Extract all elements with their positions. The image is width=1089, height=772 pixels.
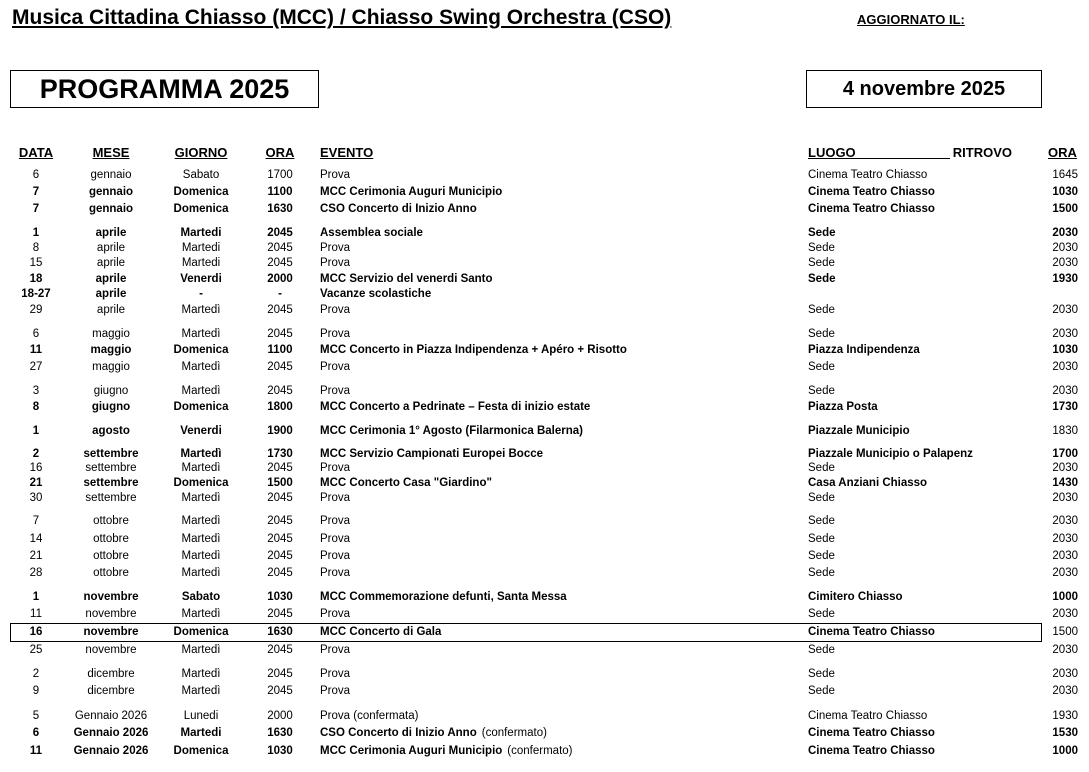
cell-data: 25 [29, 644, 43, 656]
cell-evento: MCC Concerto di Gala [320, 626, 442, 638]
cell-giorno: Martedì [181, 550, 221, 562]
cell-ora: 1030 [267, 745, 293, 757]
cell-ora2: 2030 [1052, 227, 1078, 239]
cell-evento: CSO Concerto di Inizio Anno [320, 203, 477, 215]
cell-evento: MCC Servizio del venerdi Santo [320, 273, 493, 285]
cell-data: 6 [32, 727, 40, 739]
cell-mese: ottobre [93, 567, 129, 579]
cell-ora2: 1530 [1052, 727, 1078, 739]
table-row [0, 461, 1089, 476]
cell-data: 21 [29, 550, 43, 562]
cell-luogo: Sede [808, 567, 835, 579]
cell-luogo: Cinema Teatro Chiasso [808, 203, 935, 215]
cell-giorno: Martedì [181, 668, 221, 680]
cell-luogo: Sede [808, 644, 835, 656]
cell-evento: Prova [320, 644, 351, 656]
cell-giorno: Martedì [181, 567, 221, 579]
cell-giorno: Domenica [173, 203, 229, 215]
cell-data: 3 [32, 385, 40, 397]
cell-ora: 2000 [267, 710, 293, 722]
cell-evento: Prova (confermata) [320, 710, 419, 722]
cell-mese: aprile [95, 273, 127, 285]
table-row [0, 625, 1089, 640]
cell-ora: 2045 [267, 385, 293, 397]
cell-giorno: Lunedi [183, 710, 219, 722]
cell-mese: ottobre [93, 550, 129, 562]
cell-ora2: 1500 [1052, 626, 1078, 638]
cell-mese: novembre [85, 608, 137, 620]
updated-date: 4 novembre 2025 [806, 70, 1042, 108]
cell-mese: Gennaio 2026 [73, 745, 149, 757]
cell-ora2: 2030 [1052, 533, 1078, 545]
cell-luogo: Casa Anziani Chiasso [808, 477, 928, 489]
cell-luogo: Piazza Indipendenza [808, 344, 920, 356]
cell-giorno: Domenica [173, 186, 229, 198]
cell-ora2: 2030 [1052, 685, 1078, 697]
table-row [0, 272, 1089, 287]
cell-ora2: 2030 [1052, 385, 1078, 397]
cell-data: 11 [30, 608, 42, 620]
cell-ora: 2000 [267, 273, 293, 285]
table-row [0, 549, 1089, 564]
cell-luogo: Cinema Teatro Chiasso [808, 710, 928, 722]
cell-mese: aprile [96, 257, 126, 269]
cell-data: 8 [32, 242, 40, 254]
cell-giorno: Martedì [181, 644, 221, 656]
cell-ora: 1630 [267, 203, 293, 215]
cell-ora: 1800 [267, 401, 293, 413]
cell-giorno: Martedì [181, 685, 221, 697]
cell-evento: Prova [320, 608, 351, 620]
cell-mese: maggio [90, 344, 132, 356]
cell-mese: giugno [91, 401, 131, 413]
cell-luogo: Sede [808, 242, 835, 254]
cell-ora: 1100 [267, 186, 293, 198]
cell-luogo: Sede [808, 257, 835, 269]
cell-mese: aprile [95, 288, 127, 300]
table-row [0, 590, 1089, 605]
table-row [0, 226, 1089, 241]
cell-ora: 2045 [267, 257, 293, 269]
col-header-luogo-label: LUOGO [808, 145, 856, 160]
cell-evento: MCC Cerimonia Auguri Municipio [320, 186, 503, 198]
cell-evento: Prova [320, 685, 351, 697]
cell-data: 16 [29, 462, 43, 474]
cell-data: 30 [29, 492, 43, 504]
cell-ora: 2045 [267, 608, 293, 620]
cell-ora: 1730 [267, 448, 293, 460]
cell-ora2: 1830 [1052, 425, 1078, 437]
cell-ora2: 2030 [1052, 550, 1078, 562]
cell-luogo: Piazza Posta [808, 401, 878, 413]
cell-evento: MCC Commemorazione defunti, Santa Messa [320, 591, 567, 603]
cell-luogo: Cinema Teatro Chiasso [808, 626, 935, 638]
cell-ora: 2045 [267, 533, 293, 545]
cell-ora2: 2030 [1052, 567, 1078, 579]
cell-giorno: Sabato [181, 591, 221, 603]
cell-evento-text: MCC Cerimonia Auguri Municipio [320, 745, 503, 757]
table-row [0, 168, 1089, 183]
programma-title: PROGRAMMA 2025 [10, 70, 319, 108]
cell-ora2: 2030 [1052, 515, 1078, 527]
cell-giorno: Domenica [173, 401, 229, 413]
cell-luogo: Sede [808, 328, 835, 340]
cell-mese: ottobre [93, 515, 129, 527]
cell-giorno: Domenica [173, 344, 229, 356]
cell-data: 1 [32, 591, 40, 603]
cell-evento: Prova [320, 361, 351, 373]
cell-ora2: 2030 [1052, 304, 1078, 316]
cell-mese: gennaio [88, 203, 134, 215]
table-row [0, 303, 1089, 318]
cell-ora2: 2030 [1052, 328, 1078, 340]
table-row [0, 684, 1089, 699]
cell-giorno: Martedì [181, 608, 221, 620]
cell-luogo: Sede [808, 492, 835, 504]
table-row [0, 566, 1089, 581]
updated-label: AGGIORNATO IL: [857, 12, 965, 27]
cell-evento: Prova [320, 567, 351, 579]
cell-giorno: Martedì [181, 385, 221, 397]
cell-luogo: Piazzale Municipio [808, 425, 910, 437]
table-row [0, 447, 1089, 462]
cell-luogo: Sede [808, 462, 835, 474]
cell-ora2: 1000 [1052, 745, 1078, 757]
cell-mese: maggio [92, 328, 130, 340]
cell-data: 7 [32, 186, 40, 198]
cell-giorno: Venerdi [180, 273, 222, 285]
cell-mese: Gennaio 2026 [73, 727, 149, 739]
cell-giorno: Martedì [181, 304, 221, 316]
cell-ora2: 1700 [1052, 448, 1078, 460]
cell-ora: 1630 [267, 626, 293, 638]
cell-luogo: Sede [808, 515, 835, 527]
table-row [0, 514, 1089, 529]
cell-ora2: 1000 [1052, 591, 1078, 603]
cell-evento: MCC Concerto in Piazza Indipendenza + Apéro + Risotto [320, 344, 627, 356]
cell-ora2: 2030 [1052, 608, 1078, 620]
table-row [0, 241, 1089, 256]
col-header-mese: MESE [92, 145, 130, 160]
cell-evento: MCC Concerto Casa "Giardino" [320, 477, 492, 489]
cell-mese: Gennaio 2026 [74, 710, 148, 722]
table-row [0, 400, 1089, 415]
cell-luogo: Piazzale Municipio o Palapenz [808, 448, 973, 460]
cell-giorno: Martedì [181, 361, 221, 373]
cell-luogo: Sede [808, 361, 835, 373]
table-row [0, 532, 1089, 547]
col-header-data: DATA [18, 145, 54, 160]
cell-giorno: Martedi [180, 727, 222, 739]
cell-evento: Prova [320, 242, 351, 254]
cell-evento: Prova [320, 550, 351, 562]
table-row [0, 424, 1089, 439]
table-row [0, 709, 1089, 724]
cell-giorno: Domenica [173, 626, 229, 638]
cell-ora: 2045 [267, 328, 293, 340]
cell-data: 18 [29, 273, 43, 285]
cell-data: 5 [32, 710, 40, 722]
cell-data: 2 [32, 668, 40, 680]
cell-data: 16 [29, 626, 43, 638]
table-row [0, 384, 1089, 399]
cell-giorno: Martedì [181, 492, 221, 504]
cell-luogo: Sede [808, 304, 835, 316]
cell-ora: 1700 [267, 169, 293, 181]
cell-luogo: Sede [808, 385, 835, 397]
cell-ora: 2045 [267, 515, 293, 527]
cell-data: 27 [29, 361, 43, 373]
cell-luogo: Sede [808, 685, 835, 697]
cell-note: (confermato) [481, 727, 547, 739]
col-header-giorno: GIORNO [174, 145, 228, 160]
cell-note: (confermato) [507, 745, 573, 757]
col-header-evento: EVENTO [320, 145, 374, 160]
table-row [0, 667, 1089, 682]
cell-giorno: Sabato [182, 169, 220, 181]
cell-ora2: 1030 [1052, 186, 1078, 198]
cell-luogo: Sede [808, 608, 835, 620]
cell-mese: dicembre [87, 685, 135, 697]
cell-ora: 2045 [267, 227, 293, 239]
cell-evento: MCC Servizio Campionati Europei Bocce [320, 448, 544, 460]
table-row [0, 327, 1089, 342]
cell-evento: MCC Concerto a Pedrinate – Festa di inizio estate [320, 401, 591, 413]
cell-ora2: 2030 [1052, 668, 1078, 680]
table-row [0, 643, 1089, 658]
cell-ora2: 1430 [1052, 477, 1078, 489]
table-row [0, 476, 1089, 491]
cell-mese: settembre [85, 492, 137, 504]
table-row [0, 256, 1089, 271]
cell-giorno: Martedi [180, 227, 222, 239]
table-row [0, 185, 1089, 200]
cell-evento: Assemblea sociale [320, 227, 423, 239]
cell-luogo: Cinema Teatro Chiasso [808, 727, 935, 739]
cell-evento: Vacanze scolastiche [320, 288, 432, 300]
col-header-ritrovo: RITROVO [952, 145, 1012, 160]
cell-mese: settembre [85, 462, 137, 474]
col-header-luogo [808, 145, 1012, 160]
cell-mese: novembre [83, 591, 139, 603]
cell-data: 18-27 [21, 288, 51, 300]
table-row [0, 202, 1089, 217]
cell-data: 6 [32, 328, 40, 340]
cell-mese: agosto [92, 425, 130, 437]
cell-mese: settembre [83, 448, 139, 460]
cell-ora: - [278, 288, 282, 300]
cell-ora2: 1645 [1052, 169, 1078, 181]
cell-evento-text: CSO Concerto di Inizio Anno [320, 727, 477, 739]
cell-mese: aprile [96, 304, 126, 316]
cell-ora2: 1030 [1052, 344, 1078, 356]
cell-data: 7 [32, 203, 40, 215]
cell-mese: aprile [96, 242, 126, 254]
cell-mese: gennaio [90, 169, 132, 181]
cell-data: 11 [29, 344, 43, 356]
cell-giorno: Venerdi [180, 425, 222, 437]
cell-giorno: Martedi [181, 257, 221, 269]
table-row [0, 726, 1089, 741]
cell-ora2: 1930 [1052, 710, 1078, 722]
cell-data: 14 [29, 533, 43, 545]
table-row [0, 343, 1089, 358]
cell-mese: ottobre [93, 533, 129, 545]
cell-mese: settembre [83, 477, 139, 489]
cell-evento: Prova [320, 169, 351, 181]
cell-luogo: Cinema Teatro Chiasso [808, 169, 928, 181]
cell-ora: 1630 [267, 727, 293, 739]
cell-ora2: 2030 [1052, 644, 1078, 656]
cell-ora: 1030 [267, 591, 293, 603]
cell-luogo: Cinema Teatro Chiasso [808, 186, 935, 198]
cell-ora: 2045 [267, 550, 293, 562]
cell-luogo: Sede [808, 273, 836, 285]
cell-data: 11 [29, 745, 43, 757]
cell-data: 2 [32, 448, 40, 460]
cell-evento: Prova [320, 385, 351, 397]
col-header-ora: ORA [265, 145, 295, 160]
cell-ora: 2045 [267, 242, 293, 254]
cell-ora: 2045 [267, 492, 293, 504]
cell-ora: 2045 [267, 567, 293, 579]
cell-ora: 2045 [267, 685, 293, 697]
cell-luogo: Cinema Teatro Chiasso [808, 745, 935, 757]
cell-ora2: 2030 [1052, 492, 1078, 504]
cell-luogo: Sede [808, 227, 836, 239]
cell-evento: Prova [320, 668, 351, 680]
cell-evento: Prova [320, 328, 351, 340]
cell-giorno: Martedì [180, 448, 222, 460]
cell-luogo: Sede [808, 533, 835, 545]
cell-ora: 2045 [267, 668, 293, 680]
cell-mese: dicembre [87, 668, 135, 680]
cell-evento [320, 744, 572, 759]
page-title: Musica Cittadina Chiasso (MCC) / Chiasso Swing Orchestra (CSO) [12, 6, 672, 29]
cell-ora2: 1930 [1052, 273, 1078, 285]
cell-giorno: Martedì [181, 533, 221, 545]
cell-mese: giugno [93, 385, 129, 397]
cell-giorno: Martedì [181, 462, 221, 474]
cell-giorno: Martedì [181, 515, 221, 527]
cell-ora2: 2030 [1052, 257, 1078, 269]
cell-ora: 2045 [267, 462, 293, 474]
col-header-ora2: ORA [1048, 145, 1077, 160]
cell-data: 28 [29, 567, 43, 579]
cell-evento: Prova [320, 462, 351, 474]
table-row [0, 491, 1089, 506]
cell-data: 29 [29, 304, 43, 316]
cell-mese: aprile [95, 227, 127, 239]
cell-giorno: - [199, 288, 203, 300]
cell-giorno: Martedi [181, 242, 221, 254]
cell-data: 21 [29, 477, 43, 489]
cell-luogo: Cimitero Chiasso [808, 591, 903, 603]
cell-evento: Prova [320, 492, 351, 504]
cell-giorno: Martedì [181, 328, 221, 340]
table-row [0, 744, 1089, 759]
cell-data: 15 [29, 257, 43, 269]
cell-ora: 2045 [267, 361, 293, 373]
cell-ora2: 2030 [1052, 462, 1078, 474]
cell-mese: novembre [85, 644, 137, 656]
table-row [0, 287, 1089, 302]
cell-evento: Prova [320, 257, 351, 269]
cell-ora2: 2030 [1052, 361, 1078, 373]
cell-data: 9 [32, 685, 40, 697]
cell-luogo: Sede [808, 668, 835, 680]
cell-mese: maggio [92, 361, 130, 373]
cell-data: 1 [32, 227, 40, 239]
cell-ora: 1900 [267, 425, 293, 437]
cell-luogo: Sede [808, 550, 835, 562]
cell-data: 8 [32, 401, 40, 413]
cell-ora: 2045 [267, 304, 293, 316]
cell-data: 1 [32, 425, 40, 437]
cell-evento [320, 726, 547, 741]
cell-evento: Prova [320, 515, 351, 527]
cell-evento: Prova [320, 533, 351, 545]
cell-ora2: 1730 [1052, 401, 1078, 413]
cell-mese: gennaio [88, 186, 134, 198]
table-row [0, 607, 1089, 622]
cell-ora: 1100 [267, 344, 293, 356]
cell-data: 6 [32, 169, 40, 181]
cell-evento: Prova [320, 304, 351, 316]
cell-giorno: Domenica [173, 745, 229, 757]
table-row [0, 360, 1089, 375]
cell-mese: novembre [83, 626, 139, 638]
cell-ora: 2045 [267, 644, 293, 656]
cell-ora: 1500 [267, 477, 293, 489]
cell-ora2: 2030 [1052, 242, 1078, 254]
cell-giorno: Domenica [173, 477, 229, 489]
cell-data: 7 [32, 515, 40, 527]
cell-evento: MCC Cerimonia 1° Agosto (Filarmonica Balerna) [320, 425, 583, 437]
cell-ora2: 1500 [1052, 203, 1078, 215]
